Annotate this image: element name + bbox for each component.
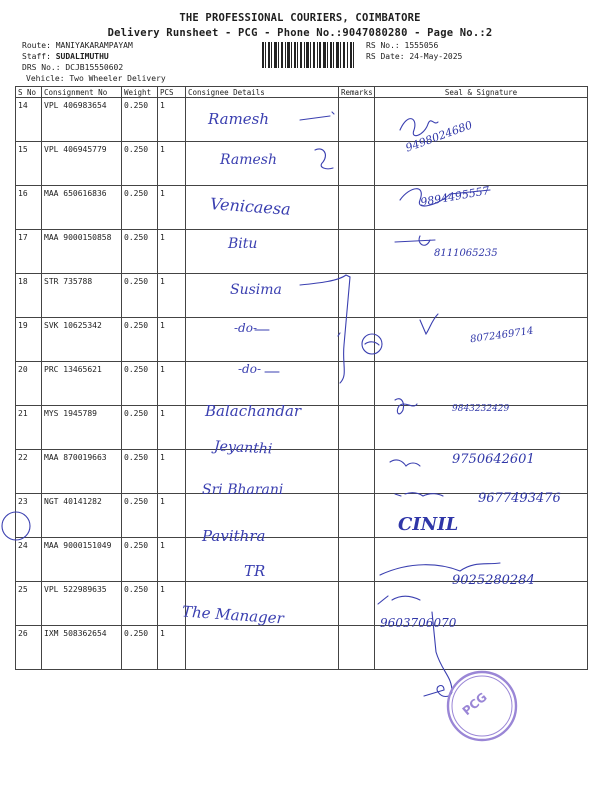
route-value: MANIYAKARAMPAYAM <box>55 41 133 50</box>
cell-weight: 0.250 <box>122 494 158 538</box>
cell-remarks <box>339 230 375 274</box>
rs-date-value: 24-May-2025 <box>409 52 463 61</box>
cell-remarks <box>339 186 375 230</box>
cell-weight: 0.250 <box>122 142 158 186</box>
cell-pcs: 1 <box>158 582 186 626</box>
handwritten-signature: 9894495557 <box>419 184 491 209</box>
cell-remarks <box>339 274 375 318</box>
rs-date-line: RS Date: 24-May-2025 <box>366 52 463 61</box>
cell-weight: 0.250 <box>122 230 158 274</box>
cell-pcs: 1 <box>158 142 186 186</box>
cell-pcs: 1 <box>158 230 186 274</box>
handwritten-consignee: Bitu <box>228 236 258 252</box>
table-row <box>16 582 588 626</box>
cell-remarks <box>339 98 375 142</box>
drs-value: DCJB15550602 <box>65 63 124 72</box>
cell-consignment: MYS 1945789 <box>42 406 122 450</box>
cell-weight: 0.250 <box>122 362 158 406</box>
handwritten-signature: 8111065235 <box>434 248 498 259</box>
cell-remarks <box>339 406 375 450</box>
handwritten-signature: 8072469714 <box>469 325 535 346</box>
cell-sno: 21 <box>16 406 42 450</box>
cell-pcs: 1 <box>158 626 186 670</box>
cell-consignee <box>186 318 339 362</box>
cell-sno: 17 <box>16 230 42 274</box>
header-weight: Weight <box>122 87 158 98</box>
cell-sno: 19 <box>16 318 42 362</box>
cell-consignment: PRC 13465621 <box>42 362 122 406</box>
handwritten-signature: CINIL <box>398 514 459 535</box>
cell-pcs: 1 <box>158 186 186 230</box>
table-row <box>16 274 588 318</box>
cell-consignment: SVK 10625342 <box>42 318 122 362</box>
cell-pcs: 1 <box>158 318 186 362</box>
handwritten-consignee: -do- <box>238 362 262 376</box>
handwritten-signature: 9498024680 <box>403 118 475 155</box>
cell-signature <box>375 98 588 142</box>
cell-pcs: 1 <box>158 362 186 406</box>
cell-remarks <box>339 626 375 670</box>
barcode-icon <box>262 42 354 68</box>
cell-consignment: IXM 508362654 <box>42 626 122 670</box>
route-line: Route: MANIYAKARAMPAYAM <box>22 41 133 50</box>
header-pcs: PCS <box>158 87 186 98</box>
handwritten-consignee: Jeyanthi <box>213 438 273 458</box>
handwritten-consignee: Pavithra <box>202 527 266 545</box>
cell-remarks <box>339 494 375 538</box>
table-row <box>16 362 588 406</box>
cell-pcs: 1 <box>158 98 186 142</box>
handwritten-signature: 9843232429 <box>452 404 510 414</box>
handwritten-signature: 9677493476 <box>478 491 561 506</box>
cell-pcs: 1 <box>158 538 186 582</box>
cell-consignment: VPL 406945779 <box>42 142 122 186</box>
rs-no-line: RS No.: 1555056 <box>366 41 439 50</box>
cell-weight: 0.250 <box>122 318 158 362</box>
cell-sno: 20 <box>16 362 42 406</box>
cell-consignment: MAA 9000151049 <box>42 538 122 582</box>
cell-sno: 15 <box>16 142 42 186</box>
handwritten-signature: 9603706070 <box>380 616 457 630</box>
header-signature: Seal & Signature <box>375 87 588 98</box>
cell-weight: 0.250 <box>122 450 158 494</box>
cell-signature <box>375 274 588 318</box>
cell-sno: 23 <box>16 494 42 538</box>
cell-consignment: NGT 40141282 <box>42 494 122 538</box>
cell-remarks <box>339 538 375 582</box>
cell-sno: 16 <box>16 186 42 230</box>
table-row <box>16 230 588 274</box>
handwritten-signature: 9750642601 <box>452 452 535 467</box>
cell-signature <box>375 626 588 670</box>
cell-consignment: MAA 9000150858 <box>42 230 122 274</box>
cell-remarks <box>339 362 375 406</box>
cell-weight: 0.250 <box>122 626 158 670</box>
cell-sno: 22 <box>16 450 42 494</box>
cell-sno: 24 <box>16 538 42 582</box>
handwritten-signature: 9025280284 <box>452 573 535 588</box>
staff-line: Staff: SUDALIMUTHU <box>22 52 109 61</box>
cell-consignment: VPL 406983654 <box>42 98 122 142</box>
cell-pcs: 1 <box>158 450 186 494</box>
cell-sno: 14 <box>16 98 42 142</box>
header-sno: S No <box>16 87 42 98</box>
cell-weight: 0.250 <box>122 98 158 142</box>
table-row <box>16 186 588 230</box>
company-title: THE PROFESSIONAL COURIERS, COIMBATORE <box>179 12 421 24</box>
handwritten-consignee: Sri Bharani <box>202 482 284 498</box>
cell-remarks <box>339 142 375 186</box>
handwritten-consignee: Venicaesa <box>209 194 292 219</box>
cell-remarks <box>339 450 375 494</box>
cell-remarks <box>339 318 375 362</box>
table-header-row <box>16 87 588 98</box>
vehicle-line: Vehicle: Two Wheeler Delivery <box>26 74 166 83</box>
drs-line: DRS No.: DCJB15550602 <box>22 63 124 72</box>
handwritten-consignee: Ramesh <box>220 152 277 168</box>
handwritten-consignee: The Manager <box>181 602 285 628</box>
cell-pcs: 1 <box>158 406 186 450</box>
cell-weight: 0.250 <box>122 274 158 318</box>
cell-weight: 0.250 <box>122 538 158 582</box>
cell-consignment: MAA 870019663 <box>42 450 122 494</box>
cell-pcs: 1 <box>158 274 186 318</box>
rs-no-value: 1555056 <box>404 41 439 50</box>
cell-weight: 0.250 <box>122 582 158 626</box>
table-row <box>16 142 588 186</box>
cell-consignment: STR 735788 <box>42 274 122 318</box>
vehicle-value: Two Wheeler Delivery <box>69 74 166 83</box>
cell-consignee <box>186 362 339 406</box>
cell-signature <box>375 362 588 406</box>
cell-consignment: VPL 522989635 <box>42 582 122 626</box>
handwritten-consignee: Ramesh <box>208 110 270 128</box>
handwritten-consignee: TR <box>244 562 266 580</box>
stamp-label: PCG <box>459 689 490 719</box>
handwritten-consignee: Susima <box>230 282 282 298</box>
table-row <box>16 98 588 142</box>
header-consignee: Consignee Details <box>186 87 339 98</box>
handwritten-consignee: -do- <box>234 321 258 335</box>
handwritten-consignee: Balachandar <box>205 402 302 420</box>
cell-weight: 0.250 <box>122 406 158 450</box>
cell-consignee <box>186 626 339 670</box>
header-consignment: Consignment No <box>42 87 122 98</box>
cell-weight: 0.250 <box>122 186 158 230</box>
cell-consignee <box>186 230 339 274</box>
cell-sno: 18 <box>16 274 42 318</box>
staff-value: SUDALIMUTHU <box>55 52 109 61</box>
header-remarks: Remarks <box>339 87 375 98</box>
cell-pcs: 1 <box>158 494 186 538</box>
cell-consignment: MAA 650616836 <box>42 186 122 230</box>
cell-sno: 26 <box>16 626 42 670</box>
runsheet-subtitle: Delivery Runsheet - PCG - Phone No.:9047080280 - Page No.:2 <box>107 27 493 39</box>
cell-remarks <box>339 582 375 626</box>
table-row <box>16 626 588 670</box>
cell-sno: 25 <box>16 582 42 626</box>
